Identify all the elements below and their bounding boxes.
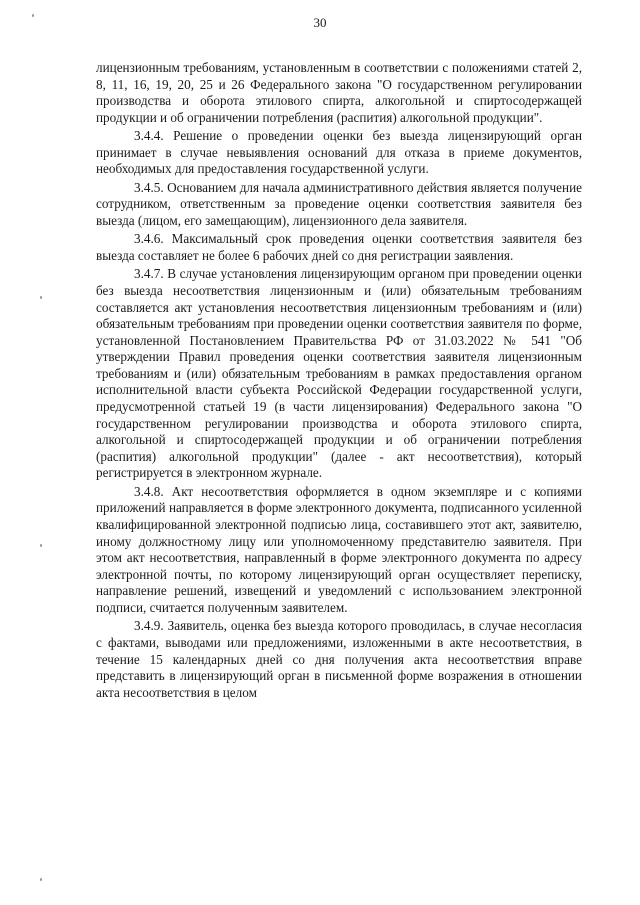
paragraph-continuation: лицензионным требованиям, установленным в соответствии с положениями статей 2, 8, 11, 16, 19, 20, 25 и 26 Федерального закона "О государственном регулировании производства и оборота этилового спирта, алкогольной и спиртосодержащей продукции и об ограничении потребления (распития) алкогольной продукции". xyxy=(96,60,582,125)
scan-mark xyxy=(40,878,42,881)
paragraph-3-4-6: 3.4.6. Максимальный срок проведения оценки соответствия заявителя без выезда составляет не более 6 рабочих дней со дня регистрации заявления. xyxy=(96,231,582,263)
scan-mark xyxy=(32,14,34,17)
page-number: 30 xyxy=(313,15,327,30)
document-body xyxy=(96,60,582,703)
paragraph-3-4-8: 3.4.8. Акт несоответствия оформляется в одном экземпляре и с копиями приложений направляется в форме электронного документа, подписанного усиленной квалифицированной электронной подписью лица, составившего этот акт, заявителю, иному должностному лицу или уполномоченному представителю заявителя. При этом акт несоответствия, направленный в форме электронного документа по адресу электронной почты, по которому лицензирующий орган осуществляет переписку, направление решений, извещений и уведомлений с использованием электронной подписи, считается полученным заявителем. xyxy=(96,483,582,615)
paragraph-3-4-7: 3.4.7. В случае установления лицензирующим органом при проведении оценки без выезда несоответствия лицензионным и (или) обязательным требованиям составляется акт установления несоответствия лицензионным требованиям и (или) обязательным требованиям при проведении оценки соответствия заявителя по форме, установленной Постановлением Правительства РФ от 31.03.2022 № 541 "Об утверждении Правил проведения оценки соответствия заявителя лицензионным требованиям и (или) обязательным требованиям в рамках предоставления органом исполнительной власти субъекта Российской Федерации государственной услуги, предусмотренной статьей 19 (в части лицензирования) Федерального закона "О государственном регулировании производства и оборота этилового спирта, алкогольной и спиртосодержащей продукции и об ограничении потребления (распития) алкогольной продукции" (далее - акт несоответствия), который регистрируется в электронном журнале. xyxy=(96,266,582,481)
paragraph-3-4-4: 3.4.4. Решение о проведении оценки без выезда лицензирующий орган принимает в случае невыявления оснований для отказа в приеме документов, необходимых для предоставления государственной услуги. xyxy=(96,128,582,177)
paragraph-3-4-9: 3.4.9. Заявитель, оценка без выезда которого проводилась, в случае несогласия с фактами, выводами или предложениями, изложенными в акте несоответствия, в течение 15 календарных дней со дня получения акта несоответствия вправе представить в лицензирующий орган в письменной форме возражения в отношении акта несоответствия в целом xyxy=(96,618,582,700)
paragraph-3-4-5: 3.4.5. Основанием для начала административного действия является получение сотрудником, ответственным за проведение оценки соответствия заявителя без выезда (лицом, его замещающим), лицензионного дела заявителя. xyxy=(96,179,582,228)
scan-mark xyxy=(40,544,42,547)
scan-mark xyxy=(40,296,42,299)
